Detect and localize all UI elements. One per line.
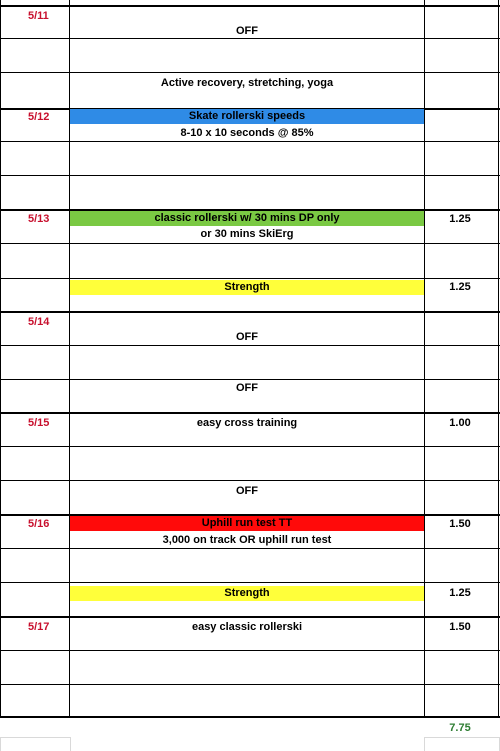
row-divider	[0, 72, 500, 73]
row-divider	[0, 548, 500, 549]
date-cell[interactable]: 5/12	[28, 111, 50, 123]
hours-cell[interactable]: 1.00	[449, 417, 471, 429]
hours-cell[interactable]: 1.25	[449, 587, 471, 599]
row-divider	[0, 480, 500, 481]
workout-detail-cell[interactable]: or 30 mins SkiErg	[200, 228, 294, 240]
row-divider	[0, 175, 500, 176]
row-divider	[0, 582, 500, 583]
workout-highlight-yellow[interactable]: Strength	[70, 586, 424, 601]
row-divider	[0, 278, 500, 279]
row-divider	[0, 5, 500, 7]
workout-highlight-red[interactable]: Uphill run test TT	[70, 516, 424, 531]
workout-detail-cell[interactable]: 8-10 x 10 seconds @ 85%	[180, 127, 314, 139]
workout-highlight-green[interactable]: classic rollerski w/ 30 mins DP only	[70, 211, 424, 226]
row-divider	[0, 684, 500, 685]
workout-detail-cell[interactable]: 3,000 on track OR uphill run test	[162, 534, 332, 546]
total-hours-cell[interactable]: 7.75	[449, 722, 471, 734]
row-divider	[0, 716, 500, 718]
row-divider	[0, 345, 500, 346]
row-divider	[0, 412, 500, 414]
date-cell[interactable]: 5/16	[28, 518, 50, 530]
row-divider	[0, 243, 500, 244]
workout-cell[interactable]: Active recovery, stretching, yoga	[160, 77, 334, 89]
date-cell[interactable]: 5/14	[28, 316, 50, 328]
date-cell[interactable]: 5/11	[28, 10, 49, 22]
workout-cell[interactable]: easy cross training	[196, 417, 298, 429]
row-divider	[0, 38, 500, 39]
hours-cell[interactable]: 1.25	[449, 281, 471, 293]
row-divider	[0, 650, 500, 651]
workout-highlight-blue[interactable]: Skate rollerski speeds	[70, 109, 424, 124]
row-divider	[0, 311, 500, 313]
row-divider	[0, 141, 500, 142]
workout-cell[interactable]: easy classic rollerski	[191, 621, 303, 633]
row-divider	[0, 616, 500, 618]
workout-cell[interactable]: OFF	[236, 25, 258, 37]
hours-cell[interactable]: 1.25	[449, 213, 471, 225]
row-divider	[0, 446, 500, 447]
row-divider	[0, 379, 500, 380]
empty-cell[interactable]	[0, 737, 71, 751]
date-cell[interactable]: 5/17	[28, 621, 50, 633]
date-cell[interactable]: 5/13	[28, 213, 50, 225]
workout-highlight-yellow[interactable]: Strength	[70, 280, 424, 295]
workout-cell[interactable]: OFF	[236, 331, 258, 343]
date-cell[interactable]: 5/15	[28, 417, 50, 429]
workout-cell[interactable]: OFF	[236, 485, 258, 497]
workout-cell[interactable]: OFF	[236, 382, 258, 394]
hours-cell[interactable]: 1.50	[449, 518, 471, 530]
empty-cell[interactable]	[424, 737, 500, 751]
hours-cell[interactable]: 1.50	[449, 621, 471, 633]
